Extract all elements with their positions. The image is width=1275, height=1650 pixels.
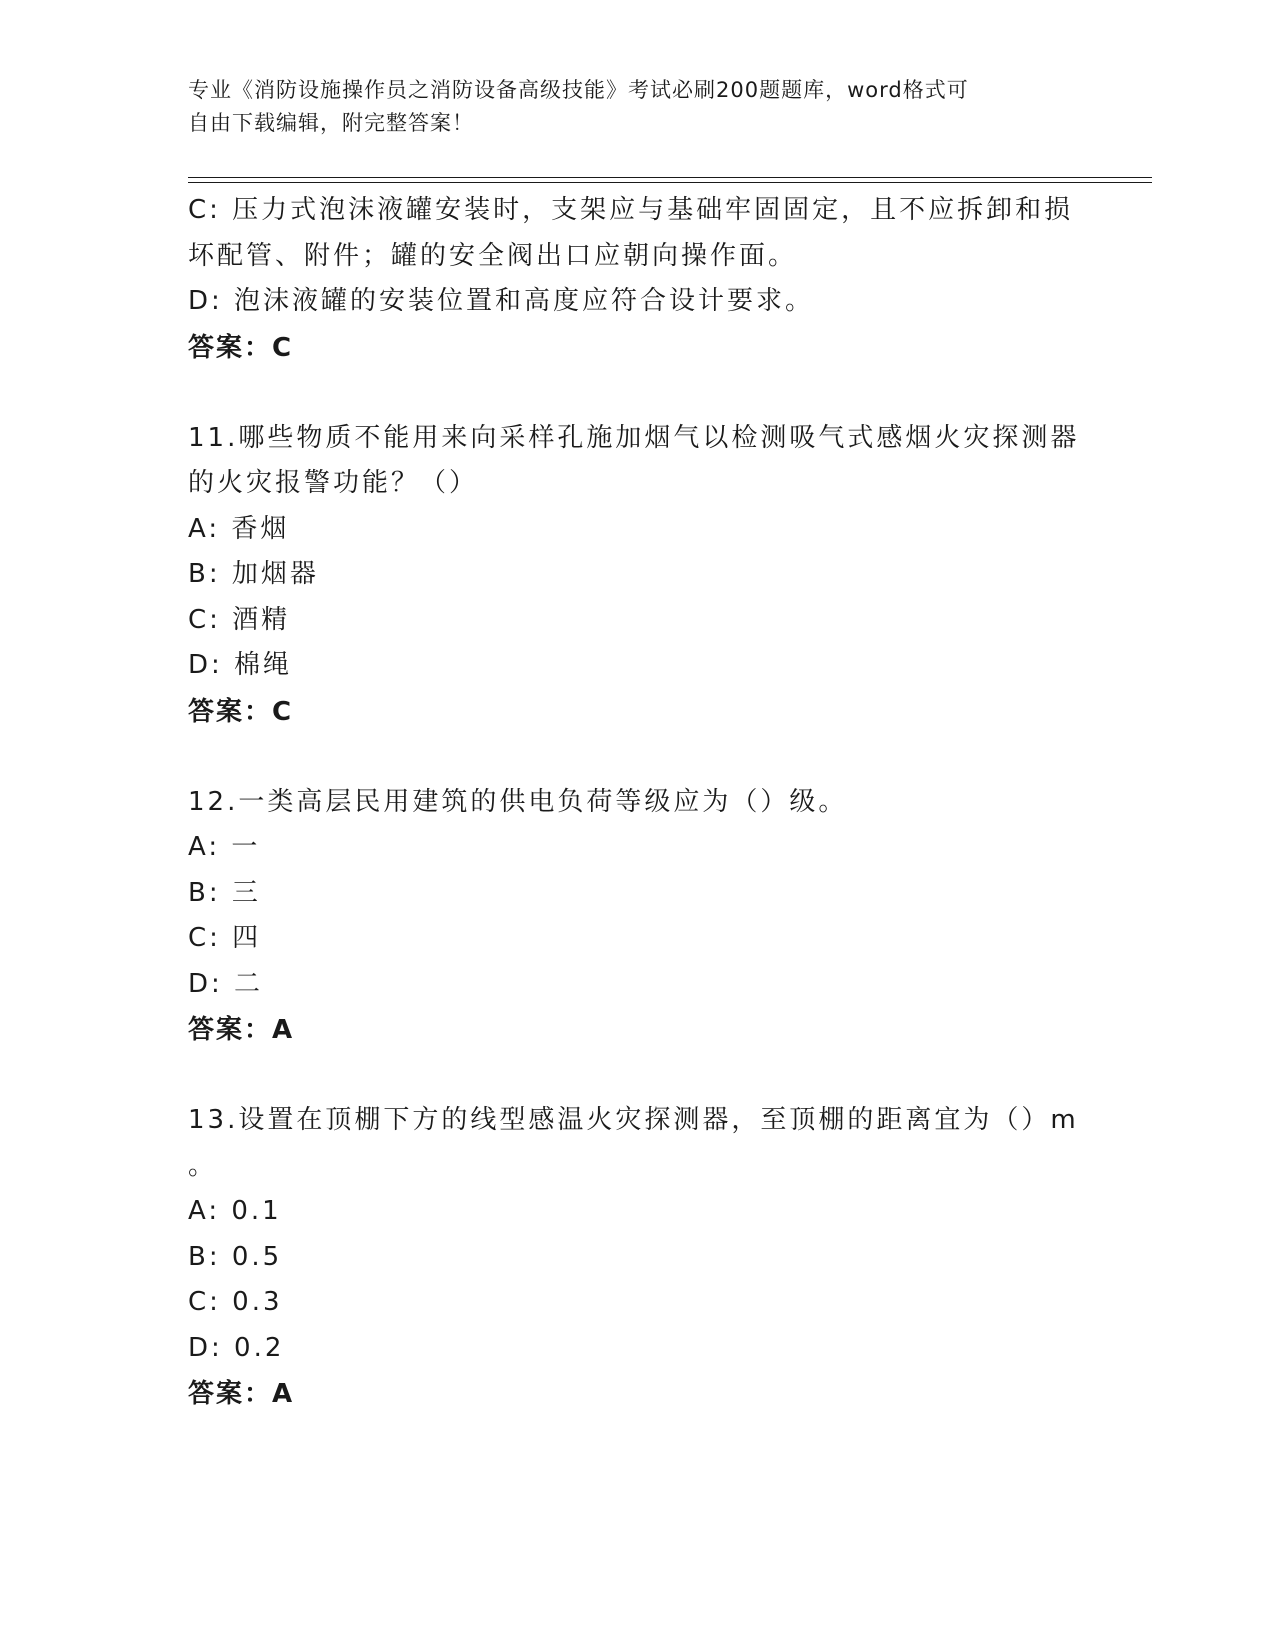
option-b: B: 加烟器 <box>188 559 319 589</box>
question-stem-line-2: 的火灾报警功能？（） <box>188 468 479 498</box>
question-stem: 12.一类高层民用建筑的供电负荷等级应为（）级。 <box>188 786 848 817</box>
option-d: D: 0.2 <box>188 1332 285 1363</box>
header-divider-bottom <box>188 182 1152 183</box>
question-12 <box>188 780 1088 1054</box>
option-c-line-2: 坏配管、附件；罐的安全阀出口应朝向操作面。 <box>188 240 798 271</box>
question-list <box>188 188 1088 1417</box>
option-c: C: 0.3 <box>188 1287 283 1317</box>
question-13 <box>188 1098 1088 1417</box>
question-stem-line-2: 。 <box>188 1150 218 1181</box>
option-d: D: 棉绳 <box>188 650 293 680</box>
header-line-1: 专业《消防设施操作员之消防设备高级技能》考试必刷200题题库，word格式可 <box>188 78 969 102</box>
spacer <box>188 371 1088 416</box>
option-b: B: 三 <box>188 877 261 908</box>
header-divider-top <box>188 177 1152 178</box>
option-c-line-1: C: 压力式泡沫液罐安装时，支架应与基础牢固固定，且不应拆卸和损 <box>188 195 1074 225</box>
option-d: D: 二 <box>188 968 264 999</box>
question-11 <box>188 416 1088 735</box>
question-stem-line-1: 13.设置在顶棚下方的线型感温火灾探测器，至顶棚的距离宜为（）m <box>188 1105 1079 1135</box>
answer: 答案：C <box>188 696 294 727</box>
header-line-2: 自由下载编辑，附完整答案！ <box>188 111 474 135</box>
document-header <box>188 74 1068 140</box>
question-10-tail <box>188 188 1088 371</box>
spacer <box>188 1053 1088 1098</box>
option-c: C: 四 <box>188 923 262 953</box>
option-a: A: 香烟 <box>188 513 290 544</box>
option-a: A: 一 <box>188 832 261 862</box>
spacer <box>188 735 1088 780</box>
answer: 答案：C <box>188 332 294 363</box>
answer: 答案：A <box>188 1015 295 1045</box>
answer: 答案：A <box>188 1379 295 1409</box>
option-b: B: 0.5 <box>188 1241 283 1272</box>
question-stem-line-1: 11.哪些物质不能用来向采样孔施加烟气以检测吸气式感烟火灾探测器 <box>188 422 1080 453</box>
option-d: D: 泡沫液罐的安装位置和高度应符合设计要求。 <box>188 286 815 316</box>
option-c: C: 酒精 <box>188 604 291 635</box>
option-a: A: 0.1 <box>188 1196 282 1226</box>
